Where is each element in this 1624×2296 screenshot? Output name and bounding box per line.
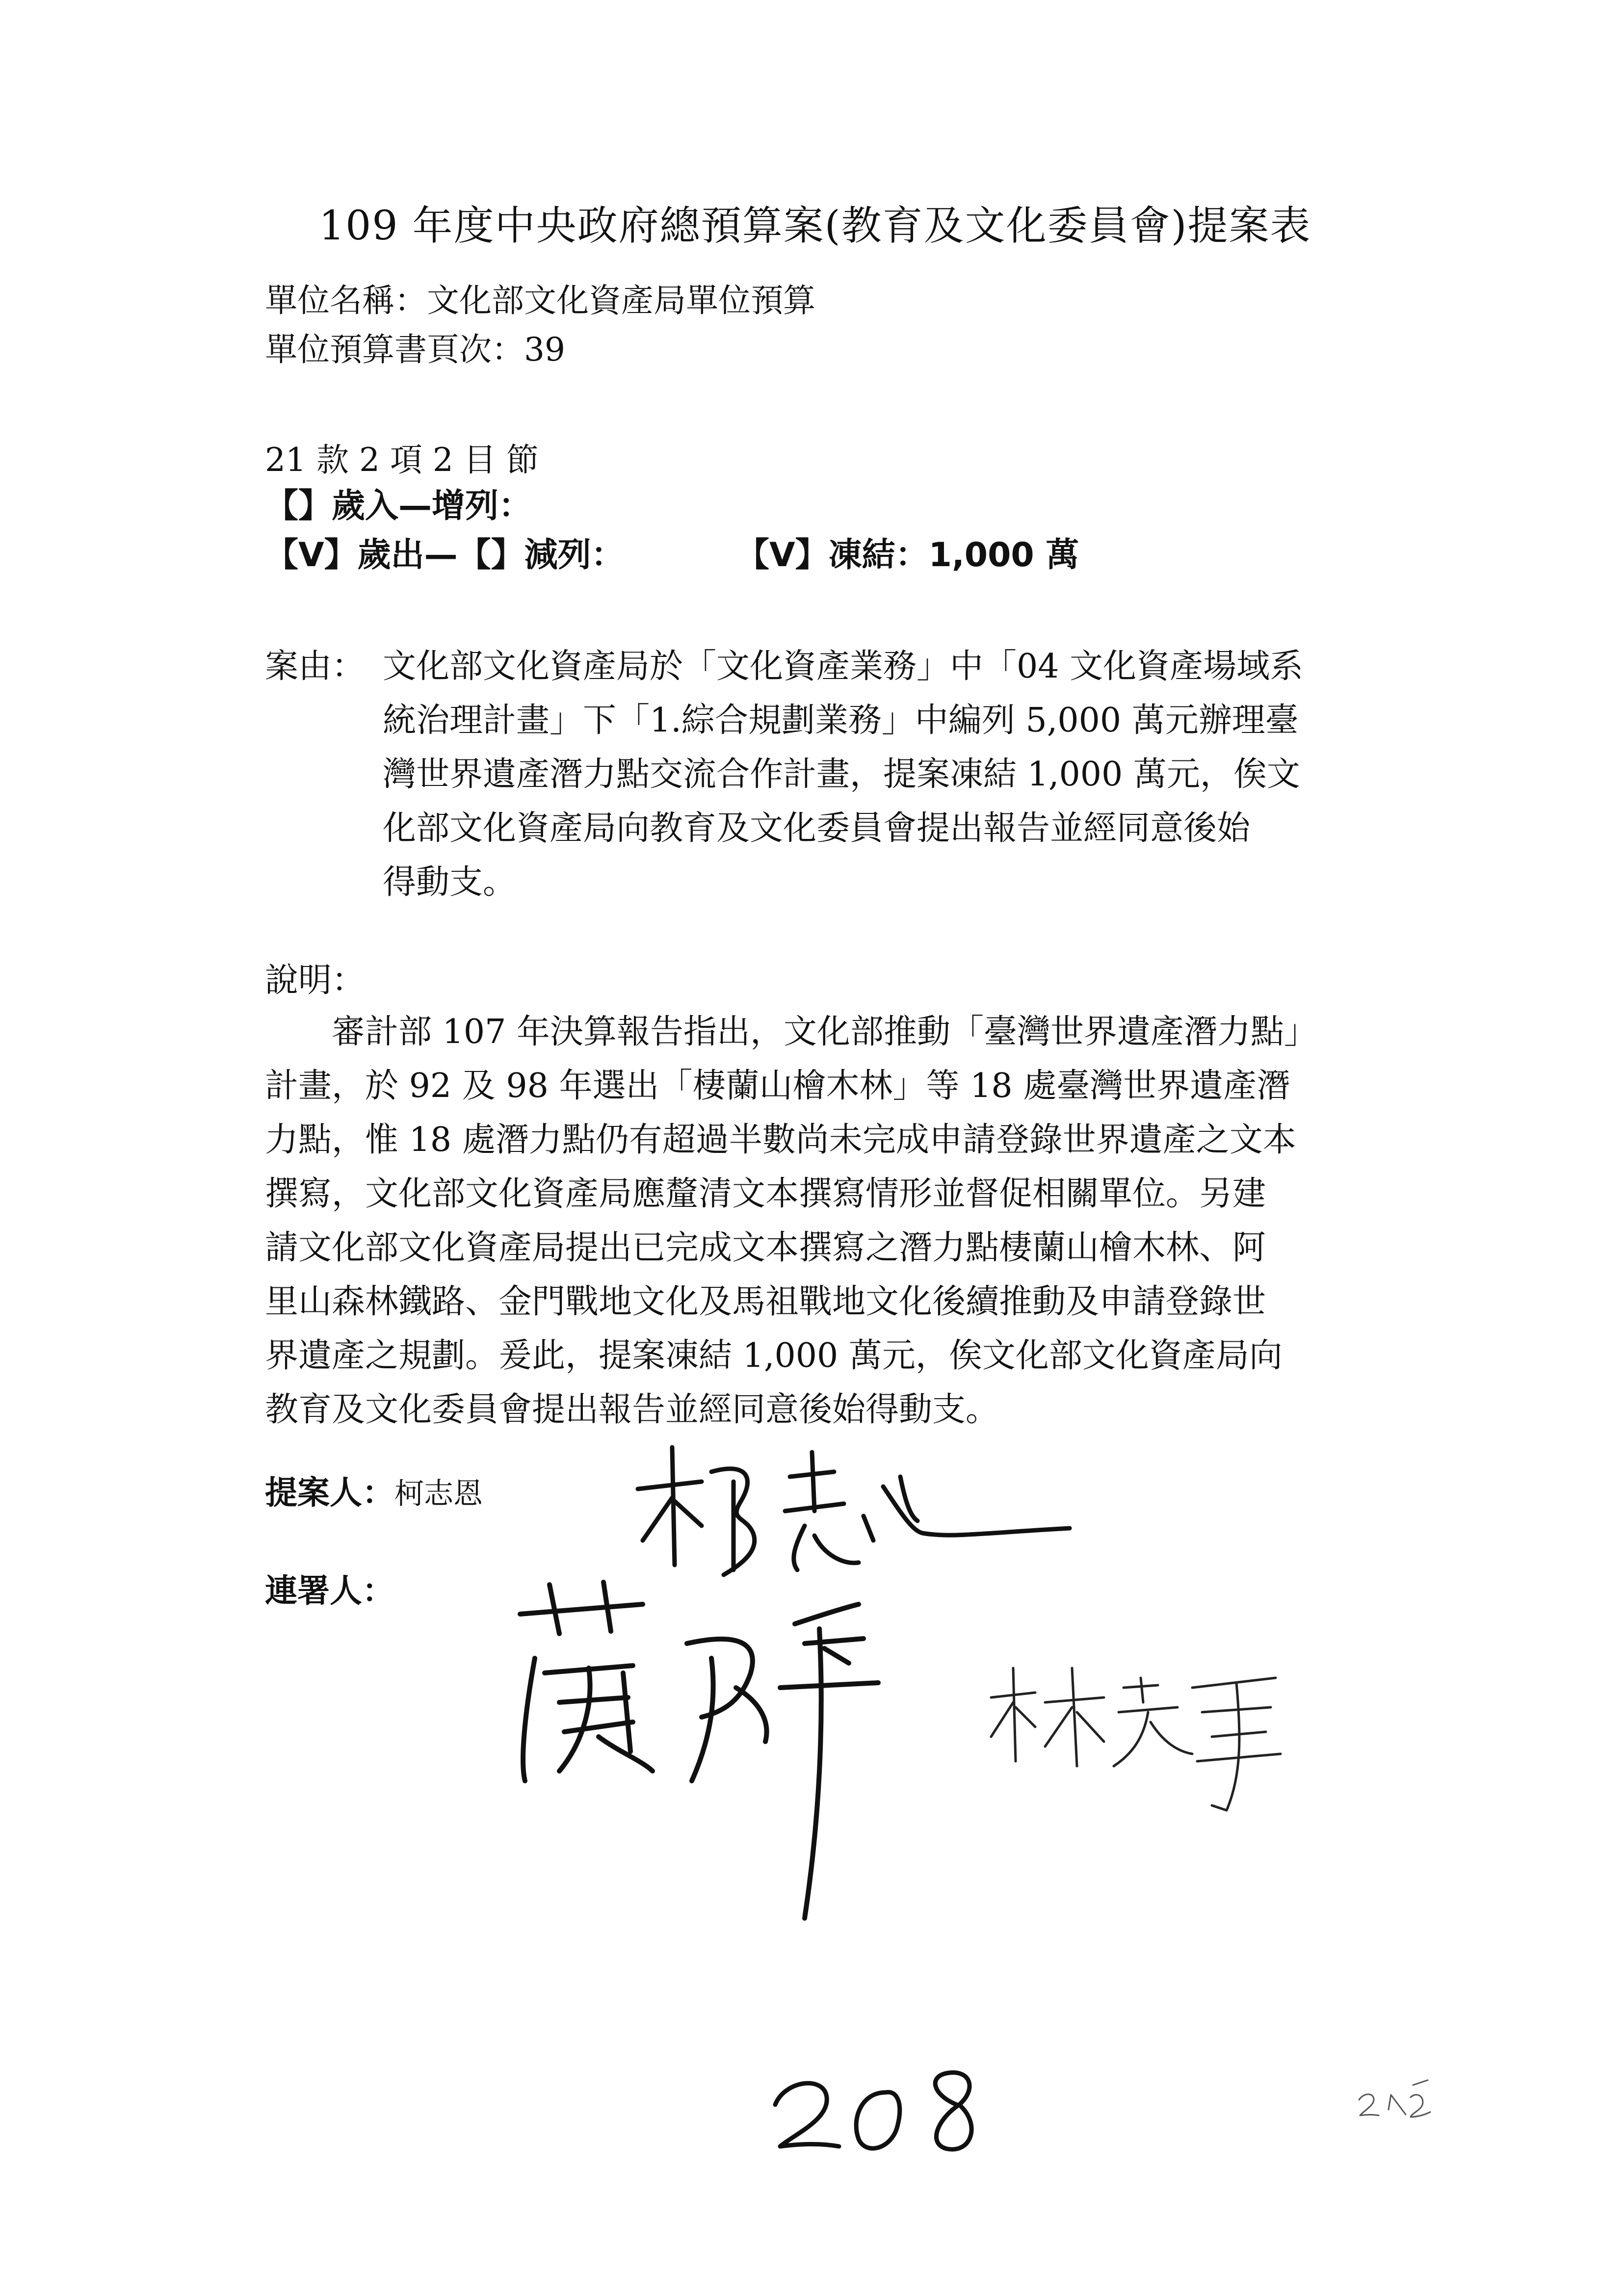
reason-line: 灣世界遺產潛力點交流合作計畫，提案凍結 1,000 萬元，俟文 (383, 755, 1300, 794)
budget-page: 單位預算書頁次：39 (265, 331, 565, 368)
cosigner-label: 連署人： (265, 1572, 394, 1610)
proposer-label: 提案人： (265, 1474, 394, 1512)
unit-name: 單位名稱：文化部文化資產局單位預算 (265, 282, 815, 319)
explanation-line: 審計部 107 年決算報告指出，文化部推動「臺灣世界遺產潛力點」 (265, 1013, 1318, 1051)
explanation-label: 說明： (265, 961, 366, 1000)
explanation-line: 力點，惟 18 處潛力點仍有超過半數尚未完成申請登錄世界遺產之文本 (265, 1121, 1296, 1159)
explanation-line: 撰寫，文化部文化資產局應釐清文本撰寫情形並督促相關單位。另建 (265, 1174, 1266, 1213)
corner-mark-handwritten (1354, 2075, 1438, 2129)
reason-line: 得動支。 (383, 863, 517, 902)
freeze-amount: 【V】凍結：1,000 萬 (736, 536, 1079, 574)
page-number-handwritten (765, 2065, 991, 2159)
revenue-increase: 【】歲入—增列： (265, 487, 532, 525)
proposer-signature (628, 1442, 1094, 1590)
explanation-line: 里山森林鐵路、金門戰地文化及馬祖戰地文化後續推動及申請登錄世 (265, 1282, 1266, 1321)
expenditure-decrease: 【V】歲出—【】減列： (265, 536, 625, 574)
cosigner-signature (981, 1658, 1300, 1820)
reason-line: 統治理計畫」下「1.綜合規劃業務」中編列 5,000 萬元辦理臺 (383, 701, 1299, 740)
document-title: 109 年度中央政府總預算案(教育及文化委員會)提案表 (319, 203, 1311, 249)
explanation-line: 教育及文化委員會提出報告並經同意後始得動支。 (265, 1390, 999, 1429)
explanation-line: 界遺產之規劃。爰此，提案凍結 1,000 萬元，俟文化部文化資產局向 (265, 1336, 1283, 1375)
proposer-line (265, 1474, 483, 1512)
reason-label: 案由： (265, 647, 366, 686)
page-number-text: 208 (878, 2120, 888, 2126)
cosigner-signature (505, 1575, 898, 1928)
corner-mark-text: 215 (1393, 2101, 1403, 2106)
explanation-line: 請文化部文化資產局提出已完成文本撰寫之潛力點棲蘭山檜木林、阿 (265, 1228, 1266, 1267)
reason-line: 文化部文化資產局於「文化資產業務」中「04 文化資產場域系 (383, 647, 1304, 686)
proposer-name: 柯志恩 (394, 1477, 483, 1511)
budget-code: 21 款 2 項 2 目 節 (265, 441, 539, 479)
explanation-line: 計畫，於 92 及 98 年選出「棲蘭山檜木林」等 18 處臺灣世界遺產潛 (265, 1067, 1290, 1105)
reason-line: 化部文化資產局向教育及文化委員會提出報告並經同意後始 (383, 809, 1251, 848)
